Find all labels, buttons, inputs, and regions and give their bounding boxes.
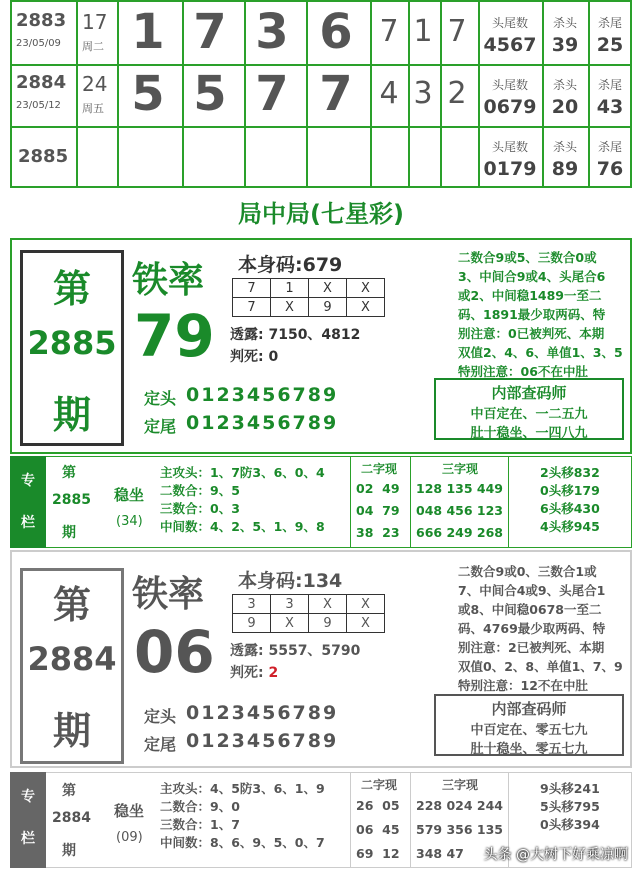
- zhuanlan-tag: 专 栏: [10, 456, 46, 548]
- digit-2: 5: [193, 66, 227, 122]
- tail-digit-3: 7: [447, 14, 467, 49]
- zhuanlan-tag: 专 栏: [10, 772, 46, 868]
- bar-period: 2885: [52, 492, 91, 508]
- bar-period: 2884: [52, 810, 91, 826]
- tail-digit-1: 7: [379, 14, 399, 49]
- kill-head-value: 20: [551, 96, 579, 118]
- inner-line: 中百定在、零五七九: [470, 723, 588, 738]
- kill-tail-value: 43: [596, 96, 624, 118]
- period-number: 2885: [27, 324, 117, 362]
- erzi-list: 02 49 04 79 38 23: [356, 481, 400, 540]
- digit-1: 1: [131, 4, 165, 60]
- kill-head-label: 杀头: [552, 78, 577, 92]
- toulu: 透露: 7150、4812: [230, 327, 361, 343]
- bar-lines: 主攻头：4、5防3、6、1、9 二数合：9、0 三数合：1、7 中间数：8、6、9、5、0、7: [160, 781, 325, 850]
- erzi-title: 二字现: [360, 462, 397, 476]
- benshen-code: 本身码:134: [238, 570, 343, 592]
- kill-tail-label: 杀尾: [597, 16, 622, 30]
- inner-box: [434, 378, 624, 440]
- dingtou-digits: 0123456789: [186, 384, 339, 406]
- dingtou-digits: 0123456789: [186, 702, 339, 724]
- tielv-number: 79: [134, 302, 215, 370]
- code-grid: 7 1 X X 7 X 9 X: [232, 278, 385, 317]
- dingtou-label: 定头: [144, 389, 177, 408]
- period-di: 第: [52, 583, 91, 627]
- tielv-label: 铁率: [132, 574, 205, 615]
- watermark: 头条 @大树下好乘凉啊: [483, 847, 628, 863]
- dingwei-digits: 0123456789: [186, 412, 339, 434]
- pansi: 判死: 0: [230, 349, 279, 365]
- digit-3: 3: [255, 4, 289, 60]
- erzi-title: 二字现: [360, 778, 397, 792]
- wenzuo-num: (09): [116, 830, 143, 845]
- inner-line: 肚十稳坐、一四八九: [470, 426, 588, 441]
- period-number: 2884: [27, 640, 117, 678]
- wenzuo: 稳坐: [114, 802, 145, 820]
- wenzuo: 稳坐: [114, 486, 145, 504]
- sanzi-list: 228 024 244 579 356 135 348 47: [416, 798, 503, 861]
- tail-digit-2: 1: [413, 14, 433, 49]
- period: 2884: [16, 72, 67, 93]
- kill-tail-value: 25: [596, 34, 624, 56]
- tielv-number: 06: [134, 618, 215, 686]
- tail-digit-3: 2: [447, 76, 467, 111]
- toulu: 透露: 5557、5790: [230, 643, 361, 659]
- pansi: 判死: 2: [230, 665, 279, 681]
- ht-value: 4567: [483, 34, 537, 56]
- dingwei-digits: 0123456789: [186, 730, 339, 752]
- date: 23/05/12: [16, 100, 61, 111]
- weekday: 周二: [82, 40, 104, 53]
- ht-label: 头尾数: [491, 140, 528, 154]
- period-qi: 期: [52, 709, 91, 753]
- digit-4: 7: [319, 66, 353, 122]
- inner-title: 内部查码师: [491, 700, 567, 718]
- digit-1: 5: [131, 66, 165, 122]
- inner-title: 内部查码师: [491, 384, 567, 402]
- dingwei-label: 定尾: [144, 417, 177, 436]
- dingtou-label: 定头: [144, 707, 177, 726]
- code-grid: 3 3 X X 9 X 9 X: [232, 594, 385, 633]
- tail-digit-1: 4: [379, 76, 399, 111]
- wenzuo-num: (34): [116, 514, 143, 529]
- kill-head-value: 89: [551, 158, 579, 180]
- yi-list: 2头移832 0头移179 6头移430 4头移945: [540, 465, 600, 534]
- kill-head-label: 杀头: [552, 140, 577, 154]
- period-qi: 期: [52, 393, 91, 437]
- ht-label: 头尾数: [491, 16, 528, 30]
- dingwei-label: 定尾: [144, 735, 177, 754]
- sanzi-title: 三字现: [441, 778, 478, 792]
- period: 2883: [16, 10, 67, 31]
- kill-head-value: 39: [551, 34, 579, 56]
- erzi-list: 26 05 06 45 69 12: [356, 798, 400, 861]
- bar-di: 第: [62, 783, 76, 799]
- tail-digit-2: 3: [413, 76, 433, 111]
- inner-line: 中百定在、一二五九: [470, 407, 588, 422]
- digit-3: 7: [255, 66, 289, 122]
- bar-lines: 主攻头：1、7防3、6、0、4 二数合：9、5 三数合：0、3 中间数：4、2、5、1、9、8: [160, 465, 325, 534]
- tielv-label: 铁率: [132, 260, 205, 301]
- ht-value: 0179: [483, 158, 537, 180]
- benshen-code: 本身码:679: [238, 254, 343, 276]
- sanzi-list: 128 135 449 048 456 123 666 249 268: [416, 481, 503, 540]
- bar-qi: 期: [62, 525, 76, 541]
- inner-box: [434, 694, 624, 756]
- kill-head-label: 杀头: [552, 16, 577, 30]
- yi-list: 9头移241 5头移795 0头移394: [540, 781, 600, 832]
- ht-label: 头尾数: [491, 78, 528, 92]
- kill-tail-value: 76: [596, 158, 624, 180]
- banner-title: 局中局(七星彩): [10, 192, 632, 236]
- date: 23/05/09: [16, 38, 61, 49]
- bar-qi: 期: [62, 843, 76, 859]
- ht-value: 0679: [483, 96, 537, 118]
- sanzi-title: 三字现: [441, 462, 478, 476]
- kill-tail-label: 杀尾: [597, 140, 622, 154]
- bar-di: 第: [62, 465, 76, 481]
- period: 2885: [18, 146, 69, 167]
- day-num: 17: [82, 10, 108, 34]
- tips-block: 二数合9或5、三数合0或 3、中间合9或4、头尾合6 或2、中间稳1489一至二 码、1891最少取两码、特 别注意：0已被判死、本期 双值2、4、6、单值1、3、5 特别注意：06不在中肚: [458, 250, 623, 379]
- tips-block: 二数合9或0、三数合1或 7、中间合4或9、头尾合1 或8、中间稳0678一至二 码、4769最少取两码、特 别注意：2已被判死、本期 双值0、2、8、单值1、7、9 特别注意：12不在中肚: [458, 564, 623, 693]
- weekday: 周五: [82, 102, 104, 115]
- day-num: 24: [82, 72, 108, 96]
- digit-4: 6: [319, 4, 353, 60]
- period-di: 第: [52, 267, 91, 311]
- kill-tail-label: 杀尾: [597, 78, 622, 92]
- digit-2: 7: [193, 4, 227, 60]
- inner-line: 肚十稳坐、零五七九: [470, 742, 588, 757]
